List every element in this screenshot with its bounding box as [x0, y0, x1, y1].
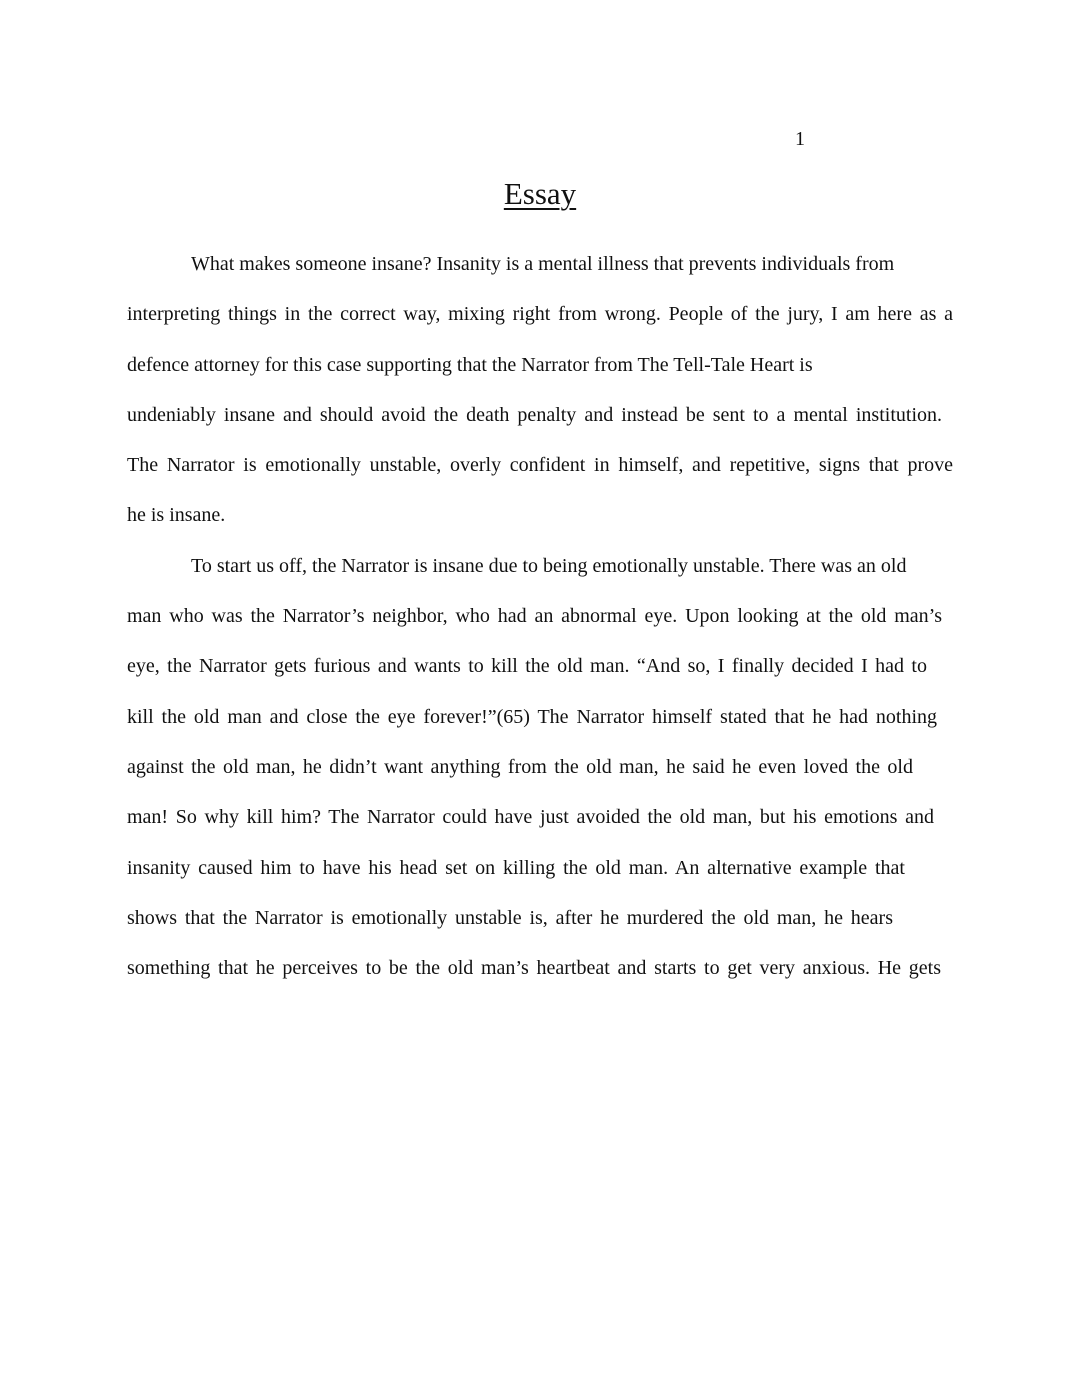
paragraph-1-line-1: What makes someone insane? Insanity is a mental illness that prevents individuals from	[191, 253, 895, 275]
essay-title-text: Essay	[503, 176, 577, 211]
paragraph-2-line-3: eye, the Narrator gets furious and wants to kill the old man. “And so, I finally decided I had to	[127, 655, 927, 678]
paragraph-1-line-5: The Narrator is emotionally unstable, overly confident in himself, and repetitive, signs that prove	[127, 454, 953, 477]
essay-title	[0, 174, 1080, 214]
paragraph-2-line-5: against the old man, he didn’t want anything from the old man, he said he even loved the old	[127, 755, 913, 778]
paragraph-2-line-4: kill the old man and close the eye forever!”(65) The Narrator himself stated that he had nothing	[127, 705, 937, 728]
essay-body	[127, 244, 953, 998]
paragraph-1-line-3: defence attorney for this case supporting that the Narrator from The Tell-Tale Heart is	[127, 353, 813, 376]
page-number: 1	[795, 128, 805, 150]
paragraph-2-line-2: man who was the Narrator’s neighbor, who had an abnormal eye. Upon looking at the old man’s	[127, 605, 942, 628]
paragraph-1-line-4: undeniably insane and should avoid the death penalty and instead be sent to a mental institution.	[127, 403, 942, 426]
paragraph-2-line-6: man! So why kill him? The Narrator could have just avoided the old man, but his emotions and	[127, 806, 934, 829]
paragraph-1-line-6: he is insane.	[127, 504, 226, 527]
paragraph-2-line-8: shows that the Narrator is emotionally unstable is, after he murdered the old man, he hears	[127, 906, 893, 929]
paragraph-2-line-1: To start us off, the Narrator is insane due to being emotionally unstable. There was an old	[191, 554, 907, 577]
paragraph-2-line-7: insanity caused him to have his head set on killing the old man. An alternative example that	[127, 856, 905, 879]
paragraph-2-line-9: something that he perceives to be the old man’s heartbeat and starts to get very anxious. He gets	[127, 957, 941, 980]
paragraph-1-line-2: interpreting things in the correct way, mixing right from wrong. People of the jury, I am here as a	[127, 303, 953, 326]
